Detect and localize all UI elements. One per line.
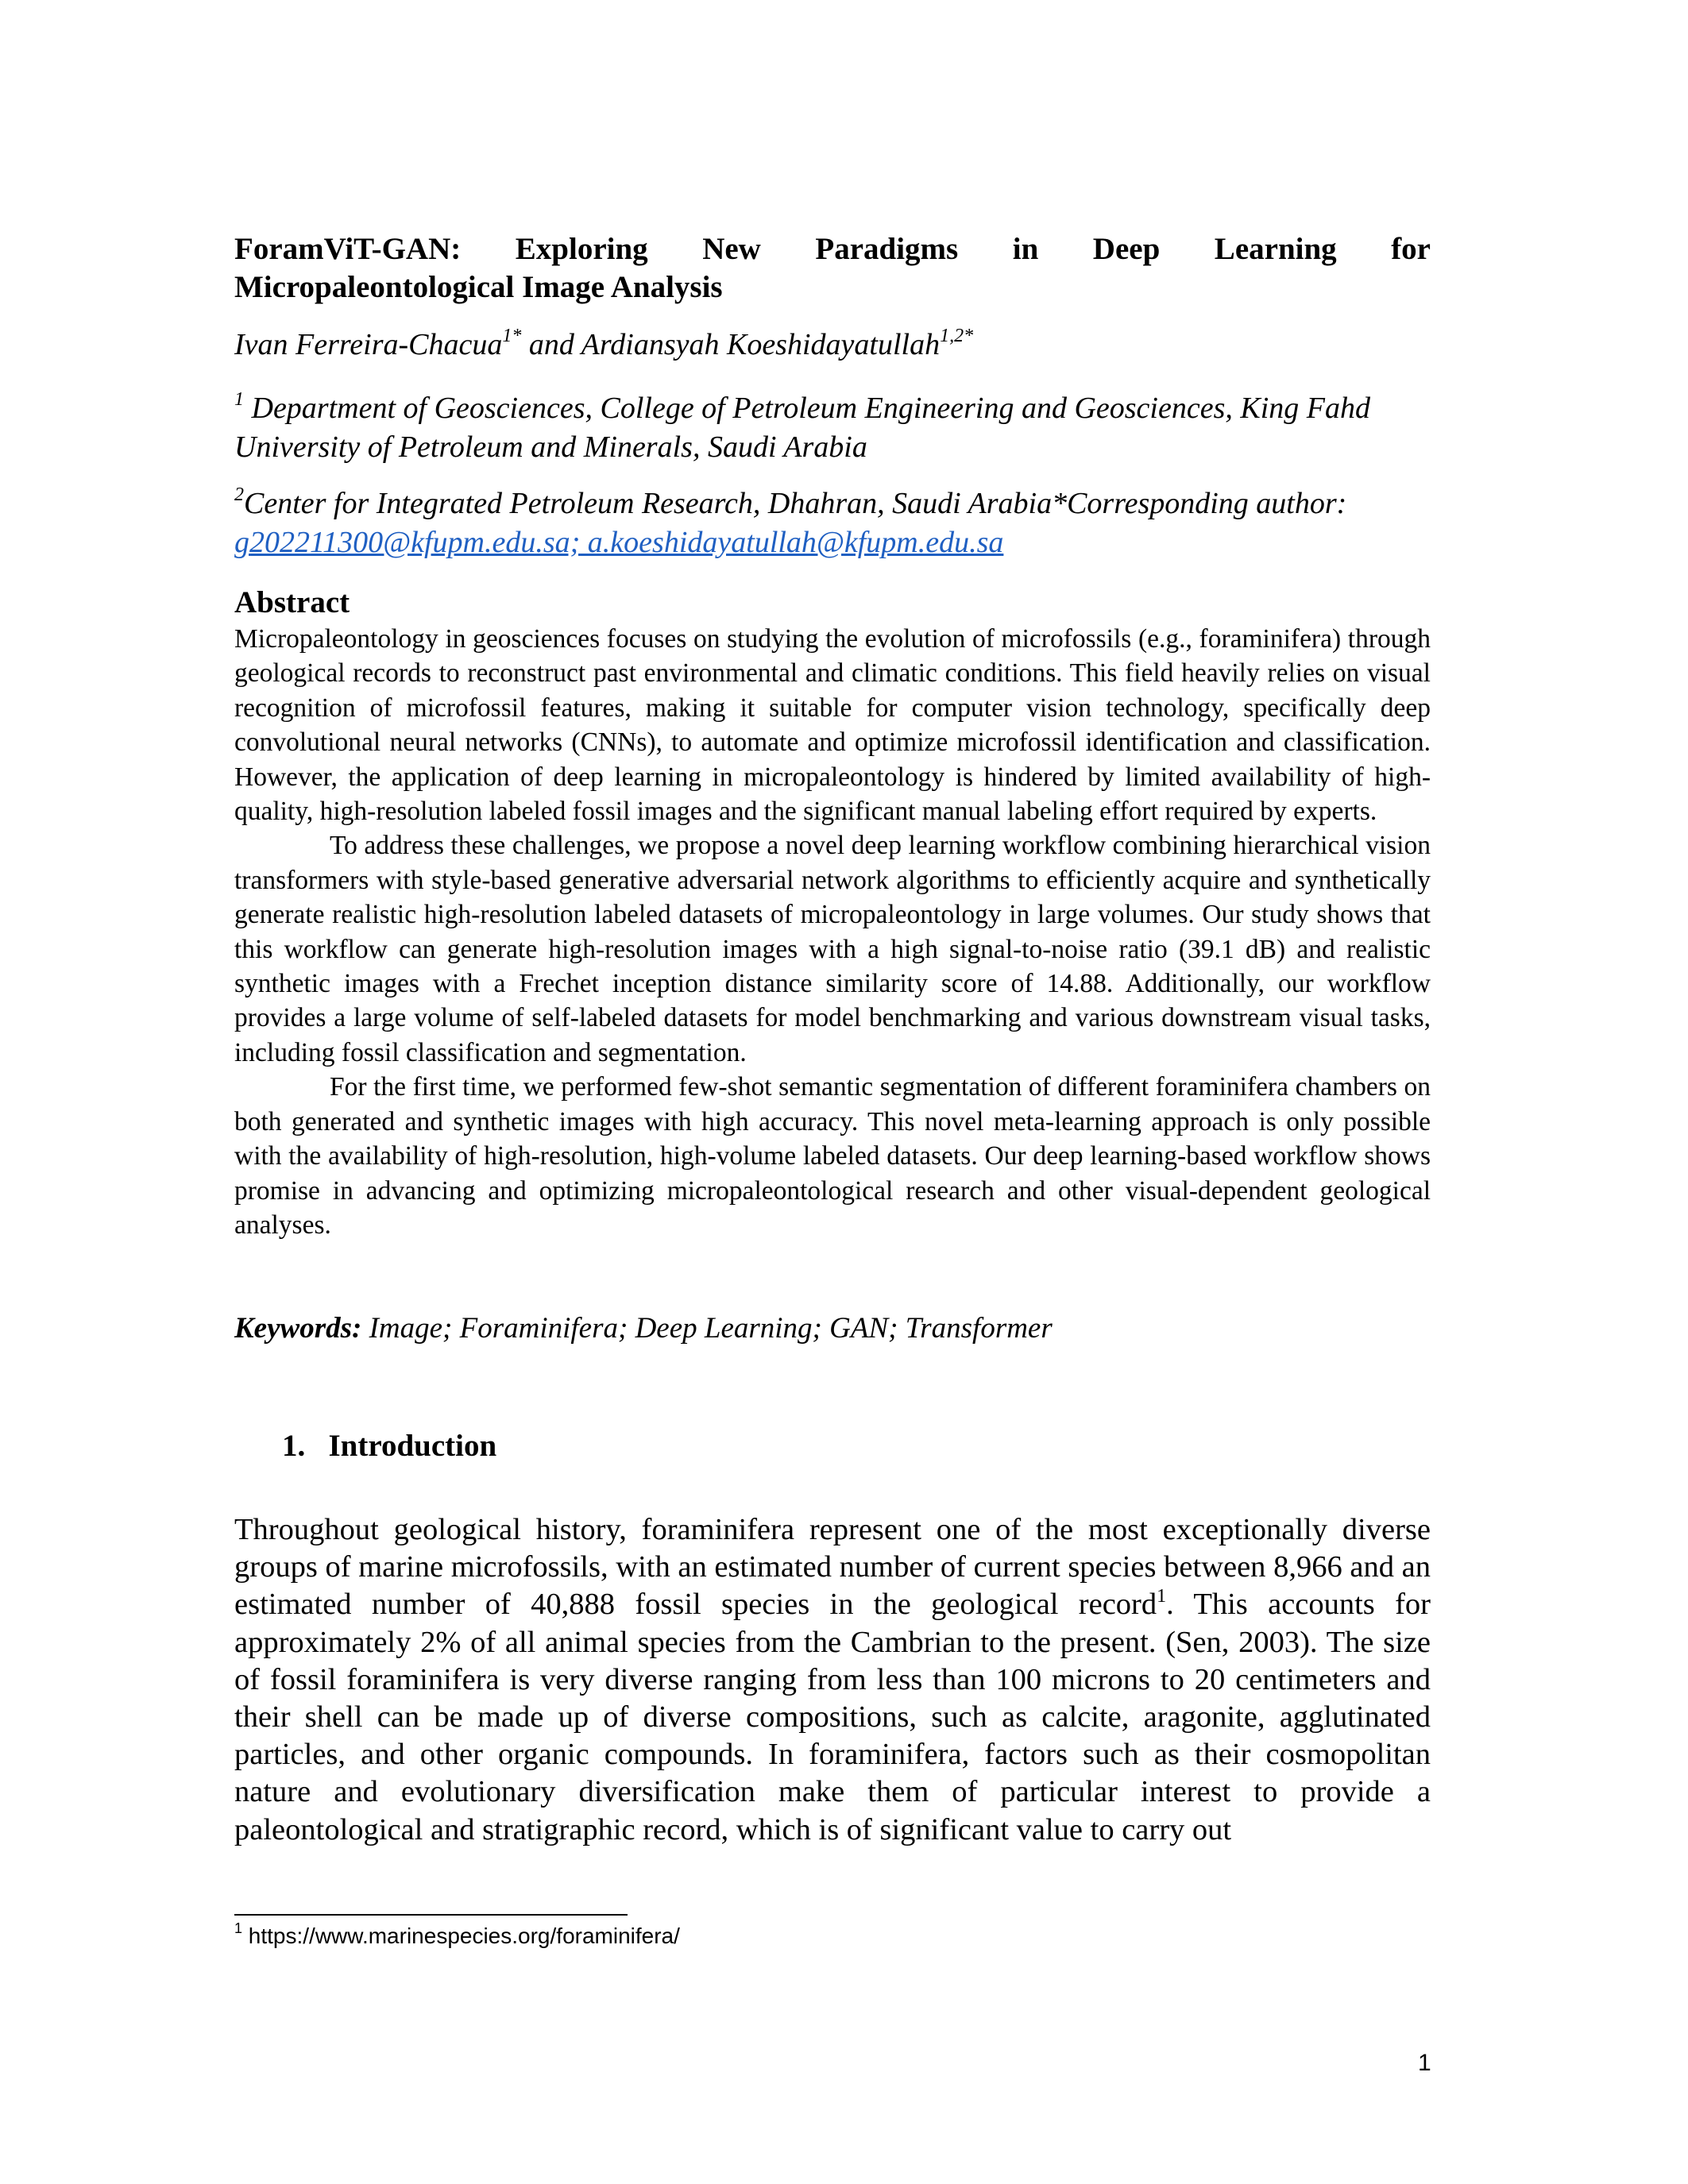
section-number: 1. [282, 1429, 306, 1463]
affiliation-mark: 2 [234, 484, 244, 506]
abstract-paragraph: Micropaleontology in geosciences focuses on studying the evolution of microfossils (e.g., foraminifera) through geological records to reconstruct past environmental and climatic conditions. This field heavily relies on visual recognition of microfossil features, making it suitable for computer vision technology, specifically deep convolutional neural networks (CNNs), to automate and optimize microfossil identification and classification. However, the application of deep learning in micropaleontology is hindered by limited availability of high-quality, high-resolution labeled fossil images and the significant manual labeling effort required by experts. [234, 624, 1431, 827]
affiliation-text: Center for Integrated Petroleum Research, Dhahran, Saudi Arabia*Corresponding author: [244, 487, 1347, 520]
body-text: . This accounts for approximately 2% of all animal species from the Cambrian to the present. (Sen, 2003). The size of fossil foraminifera is very diverse ranging from less than 100 microns to 20 centimeters and their shell can be made up of diverse compositions, such as calcite, aragonite, agglutinated particles, and other organic compounds. In foraminifera, factors such as their cosmopolitan nature and evolutionary diversification make them of particular interest to provide a paleontological and stratigraphic record, which is of significant value to carry out [234, 1588, 1431, 1846]
footnote [234, 1922, 680, 1951]
abstract-paragraph: To address these challenges, we propose a novel deep learning workflow combining hierarchical vision transformers with style-based generative adversarial network algorithms to efficiently acquire and synthetically generate realistic high-resolution labeled datasets of micropaleontology in large volumes. Our study shows that this workflow can generate high-resolution images with a high signal-to-noise ratio (39.1 dB) and realistic synthetic images with a Frechet inception distance similarity score of 14.88. Additionally, our workflow provides a large volume of self-labeled datasets for model benchmarking and various downstream visual tasks, including fossil classification and segmentation. [234, 831, 1431, 1067]
keywords-list: Image; Foraminifera; Deep Learning; GAN; Transformer [361, 1312, 1053, 1345]
body-text: Throughout geological history, foraminifera represent one of the most exceptionally diverse groups of marine microfossils, with an estimated number of current species between 8,966 and an estimated number of 40,888 fossil species in the geological record [234, 1513, 1431, 1622]
footnote-reference[interactable]: 1 [1157, 1585, 1167, 1607]
author-affiliation-mark: 1* [502, 326, 522, 347]
abstract-heading: Abstract [234, 585, 350, 619]
author-name: Ardiansyah Koeshidayatullah [581, 328, 941, 361]
affiliation-2 [234, 484, 1431, 562]
affiliation-1 [234, 389, 1431, 467]
footnote-mark: 1 [234, 1920, 243, 1936]
author-affiliation-mark: 1,2* [940, 326, 974, 347]
author-name: Ivan Ferreira-Chacua [234, 328, 503, 361]
email-link[interactable]: g202211300@kfupm.edu.sa; a.koeshidayatullah@kfupm.edu.sa [234, 526, 1004, 559]
body-paragraph [234, 1511, 1431, 1849]
affiliation-mark: 1 [234, 389, 244, 411]
affiliation-text: Department of Geosciences, College of Petroleum Engineering and Geosciences, King Fahd University of Petroleum and Minerals, Saudi Arabia [234, 392, 1370, 464]
page-number: 1 [1418, 2050, 1431, 2076]
section-title: Introduction [328, 1429, 497, 1463]
paper-title [234, 230, 1431, 307]
introduction-body [234, 1511, 1431, 1849]
author-list [234, 326, 1431, 364]
footnote-separator [234, 1914, 628, 1916]
footnote-url: https://www.marinespecies.org/foraminifera/ [242, 1924, 680, 1948]
authors-conjunction: and [521, 328, 581, 361]
section-heading [282, 1427, 1478, 1465]
abstract-body [234, 622, 1431, 1242]
keywords-label: Keywords: [234, 1312, 362, 1345]
title-line-2: Micropaleontological Image Analysis [234, 270, 723, 304]
title-line-1: ForamViT-GAN: Exploring New Paradigms in Deep Learning for [234, 232, 1431, 266]
keywords [234, 1310, 1431, 1347]
abstract-paragraph: For the first time, we performed few-shot semantic segmentation of different foraminifera chambers on both generated and synthetic images with high accuracy. This novel meta-learning approach is only possible with the availability of high-resolution, high-volume labeled datasets. Our deep learning-based workflow shows promise in advancing and optimizing micropaleontological research and other visual-dependent geological analyses. [234, 1072, 1431, 1240]
